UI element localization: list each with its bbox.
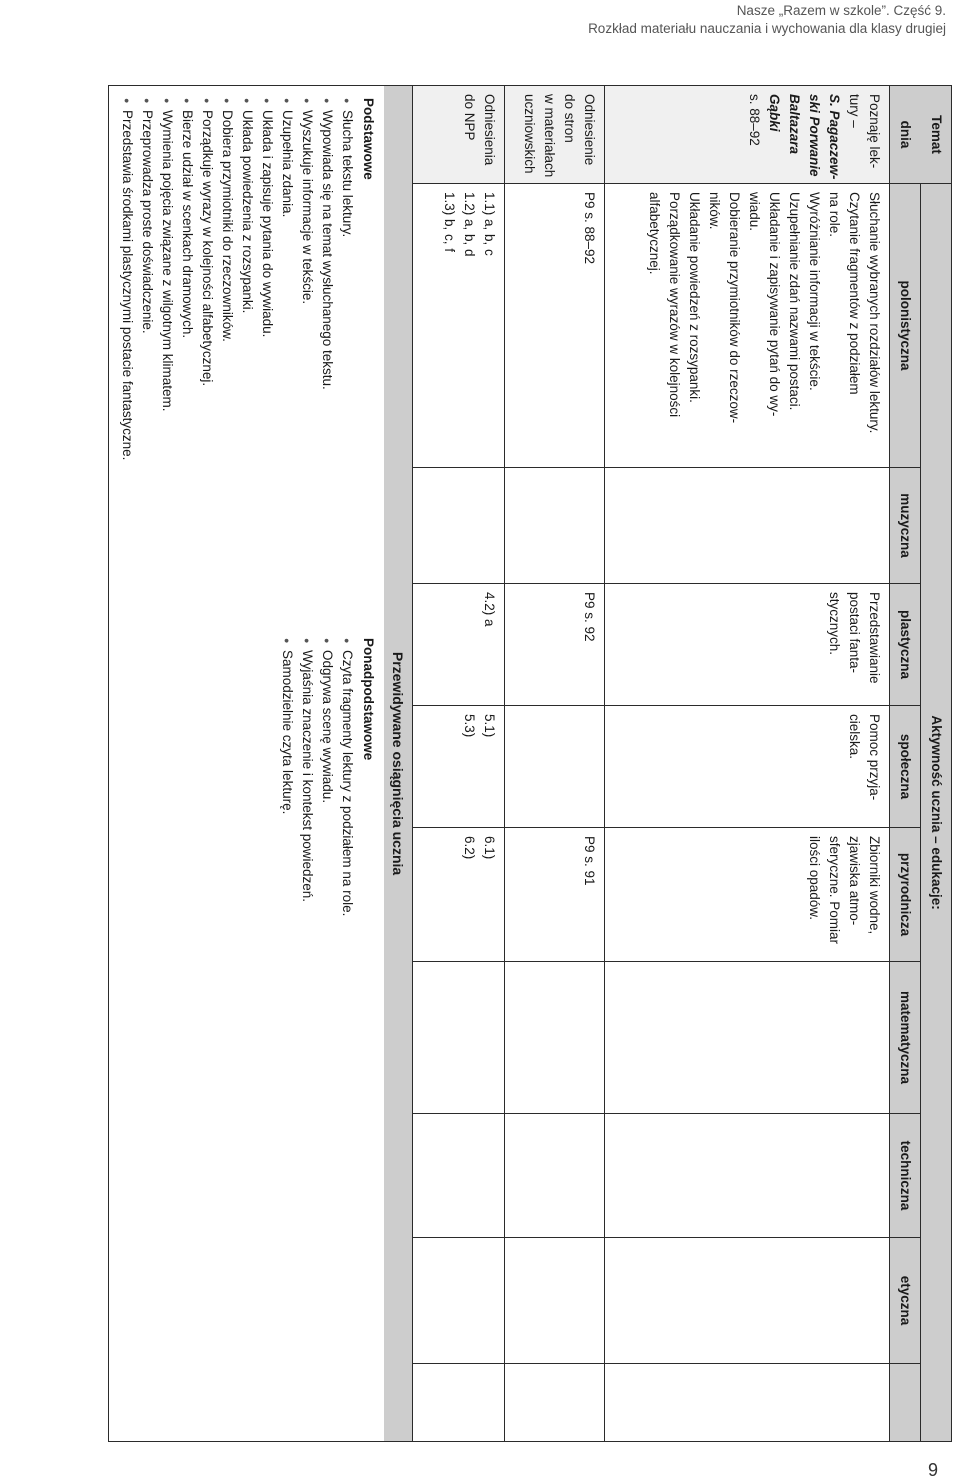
publication-title: Nasze „Razem w szkole”. Część 9. <box>736 3 946 18</box>
techniczna-pages <box>505 1114 605 1238</box>
spoleczna-activities: Pomoc przyja- cielska. <box>605 706 890 828</box>
list-item: ● Dobiera przymiotniki do rzeczowników. <box>217 98 237 606</box>
matematyczna-activities <box>605 962 890 1114</box>
achievements-row <box>109 86 413 1442</box>
list-item: ● Przeprowadza proste doświadczenie. <box>137 98 157 606</box>
pages-reference-label: Odniesienie do stron w materiałach uczniowskich <box>505 86 605 184</box>
basic-list <box>117 98 357 606</box>
polonistyczna-activities: Słuchanie wybranych rozdziałów lektury. Czytanie fragmentów z podziałem na role. Wyróżnianie informacji w tekście. Uzupełnianie zdań nazwami postaci. Układanie i zapisywanie pytań do wy- wiadu. Dobieranie przymiotników do rzeczow- ników. Układanie powiedzeń z rozsypanki. Porządkowanie wyrazów w kolejności alfabetycznej. <box>605 184 890 468</box>
list-item: ● Słucha tekstu lektury. <box>337 98 357 606</box>
header-spoleczna: społeczna <box>890 706 921 828</box>
table-row <box>413 86 505 1442</box>
list-item: ● Porządkuje wyrazy w kolejności alfabetycznej. <box>197 98 217 606</box>
page-number: 9 <box>928 1460 939 1480</box>
header-spare <box>890 1364 921 1442</box>
list-item: ● Wyszukuje informacje w tekście. <box>297 98 317 606</box>
polonistyczna-pages: P9 s. 88–92 <box>505 184 605 468</box>
plastyczna-npp: 4.2) a <box>413 584 505 706</box>
basic-achievements <box>109 86 384 626</box>
matematyczna-npp <box>413 962 505 1114</box>
spare-cell <box>605 1364 890 1442</box>
header-plastyczna: plastyczna <box>890 584 921 706</box>
list-item: ● Uzupełnia zdania. <box>277 98 297 606</box>
advanced-list <box>277 638 357 1421</box>
list-item: ● Samodzielnie czyta lekturę. <box>277 638 297 1421</box>
achievements-title: Przewidywane osiągnięcia ucznia <box>384 86 412 1441</box>
advanced-title: Ponadpodstawowe <box>361 638 376 761</box>
lesson-plan-table <box>108 85 952 1442</box>
spoleczna-npp: 5.1) 5.3) <box>413 706 505 828</box>
list-item: ● Układa powiedzenia z rozsypanki. <box>237 98 257 606</box>
list-item: ● Wymienia pojęcia związane z wilgotnym klimatem. <box>157 98 177 606</box>
techniczna-npp <box>413 1114 505 1238</box>
basic-title: Podstawowe <box>361 98 376 180</box>
spare-cell <box>505 1364 605 1442</box>
etyczna-npp <box>413 1238 505 1364</box>
przyrodnicza-pages: P9 s. 91 <box>505 828 605 962</box>
plastyczna-activities: Przedstawianie postaci fanta- stycznych. <box>605 584 890 706</box>
polonistyczna-npp: 1.1) a, b, c 1.2) a, b, d 1.3) b, c, f <box>413 184 505 468</box>
przyrodnicza-activities: Zbiorniki wodne, zjawiska atmo- sferyczne. Pomiar ilości opadów. <box>605 828 890 962</box>
rotated-content <box>14 85 952 1441</box>
achievements-cell <box>109 86 413 1442</box>
advanced-achievements <box>109 626 384 1441</box>
matematyczna-pages <box>505 962 605 1114</box>
header-temat: Temat <box>921 86 952 184</box>
header-muzyczna: muzyczna <box>890 468 921 584</box>
muzyczna-npp <box>413 468 505 584</box>
achievements-columns <box>109 86 384 1441</box>
muzyczna-pages <box>505 468 605 584</box>
header-activity-group: Aktywność ucznia – edukacje: <box>921 184 952 1442</box>
plastyczna-pages: P9 s. 92 <box>505 584 605 706</box>
list-item: ● Czyta fragmenty lektury z podziałem na role. <box>337 638 357 1421</box>
przyrodnicza-npp: 6.1) 6.2) <box>413 828 505 962</box>
list-item: ● Odgrywa scenę wywiadu. <box>317 638 337 1421</box>
etyczna-activities <box>605 1238 890 1364</box>
list-item: ● Wyjaśnia znaczenie i kontekst powiedzeń. <box>297 638 317 1421</box>
npp-reference-label: Odniesienia do NPP <box>413 86 505 184</box>
topic-cell: Poznaję lek- tury – S. Pagaczew- ski Porwanie Baltazara Gąbki s. 88–92 <box>605 86 890 184</box>
header-dnia: dnia <box>890 86 921 184</box>
list-item: ● Przedstawia środkami plastycznymi postacie fantastyczne. <box>117 98 137 606</box>
header-techniczna: techniczna <box>890 1114 921 1238</box>
table-row <box>605 86 890 1442</box>
header-matematyczna: matematyczna <box>890 962 921 1114</box>
etyczna-pages <box>505 1238 605 1364</box>
list-item: ● Układa i zapisuje pytania do wywiadu. <box>257 98 277 606</box>
header-etyczna: etyczna <box>890 1238 921 1364</box>
spoleczna-pages <box>505 706 605 828</box>
header-przyrodnicza: przyrodnicza <box>890 828 921 962</box>
publication-subtitle: Rozkład materiału nauczania i wychowania dla klasy drugiej <box>588 21 946 36</box>
table-row <box>505 86 605 1442</box>
list-item: ● Bierze udział w scenkach dramowych. <box>177 98 197 606</box>
header-polonistyczna: polonistyczna <box>890 184 921 468</box>
spare-cell <box>413 1364 505 1442</box>
muzyczna-activities <box>605 468 890 584</box>
techniczna-activities <box>605 1114 890 1238</box>
list-item: ● Wypowiada się na temat wysłuchanego tekstu. <box>317 98 337 606</box>
